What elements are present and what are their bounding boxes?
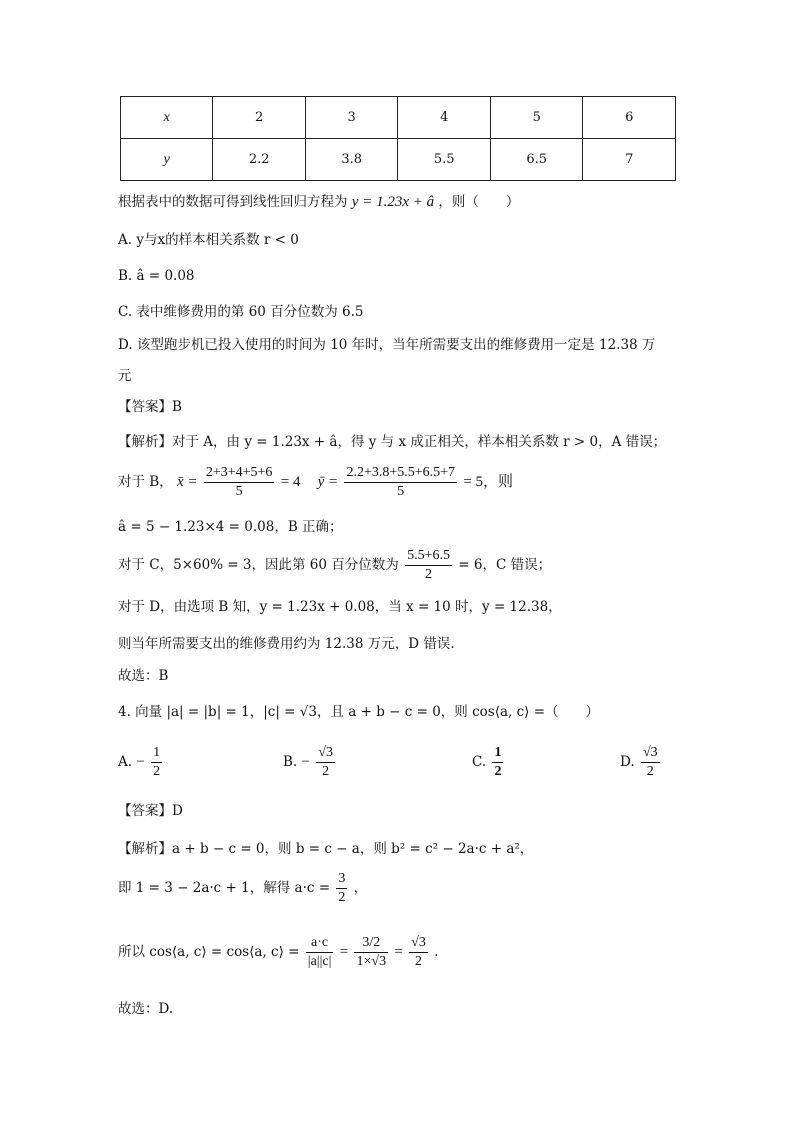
q4-option-b-label: B. bbox=[283, 754, 298, 770]
numerator: 3/2 bbox=[354, 934, 388, 953]
q4-option-a-fraction bbox=[151, 744, 162, 781]
q4-analysis-2-suffix: ， bbox=[353, 880, 368, 896]
ybar-denominator: 5 bbox=[397, 484, 405, 499]
q3-analysis-d-cont: 则当年所需要支出的维修费用约为 12.38 万元，D 错误. bbox=[118, 636, 455, 652]
table-cell: 6 bbox=[583, 97, 676, 139]
q4-option-b-fraction bbox=[316, 744, 335, 781]
table-cell: 2.2 bbox=[213, 139, 306, 181]
table-cell: 5.5 bbox=[398, 139, 491, 181]
percentile-fraction bbox=[405, 547, 452, 584]
percentile-denominator: 2 bbox=[425, 567, 433, 582]
q3-option-a: A. y与x的样本相关系数 r < 0 bbox=[118, 232, 299, 248]
q3-answer: 【答案】B bbox=[118, 399, 182, 415]
q4-option-d-label: D. bbox=[620, 754, 635, 770]
q4-stem: 4. 向量 |a| = |b| = 1，|c| = √3，且 a + b − c = 0，则 cos⟨a, c⟩ =（ ） bbox=[118, 704, 600, 720]
q4-analysis-3-prefix: 所以 cos⟨a, c⟩ = cos⟨a, c⟩ = bbox=[118, 944, 300, 960]
denominator: 2 bbox=[494, 764, 502, 779]
q4-analysis-1: 【解析】a + b − c = 0，则 b = c − a，则 b² = c² − 2a·c + a²， bbox=[118, 841, 534, 857]
q4-analysis-3 bbox=[118, 928, 438, 976]
cos-fraction bbox=[306, 934, 334, 971]
table-cell: 3.8 bbox=[305, 139, 398, 181]
numerator: √3 bbox=[409, 934, 428, 953]
q3-analysis-b bbox=[118, 462, 513, 502]
q4-option-c-label: C. bbox=[472, 754, 487, 770]
table-row bbox=[121, 97, 676, 139]
q4-option-a-sign: − bbox=[136, 754, 145, 770]
numerator: a·c bbox=[306, 934, 334, 953]
numerator: 3 bbox=[336, 870, 347, 889]
q4-conclusion: 故选：D. bbox=[118, 1001, 174, 1017]
numerator: √3 bbox=[316, 744, 335, 763]
table-cell: 4 bbox=[398, 97, 491, 139]
q4-option-b bbox=[283, 744, 337, 781]
q3-analysis-b-cont: â = 5 − 1.23×4 = 0.08，B 正确； bbox=[118, 519, 343, 535]
q4-option-b-sign: − bbox=[301, 754, 310, 770]
ac-fraction bbox=[336, 870, 347, 907]
table-cell: 2 bbox=[213, 97, 306, 139]
q4-option-a-label: A. bbox=[118, 754, 133, 770]
q3-option-c: C. 表中维修费用的第 60 百分位数为 6.5 bbox=[118, 304, 364, 320]
q4-option-d bbox=[620, 744, 662, 781]
q4-option-c-fraction bbox=[492, 744, 503, 781]
q3-analysis-c-suffix: = 6，C 错误； bbox=[458, 557, 552, 573]
table-cell: 5 bbox=[490, 97, 583, 139]
q3-analysis-c-prefix: 对于 C，5×60% = 3，因此第 60 百分位数为 bbox=[118, 557, 399, 573]
table-cell: x bbox=[121, 97, 213, 139]
ybar-numerator: 2.2+3.8+5.5+6.5+7 bbox=[344, 464, 457, 483]
denominator: 1×√3 bbox=[356, 954, 387, 969]
ybar-fraction bbox=[344, 464, 457, 501]
denominator: 2 bbox=[322, 764, 330, 779]
cos-fraction-2 bbox=[354, 934, 388, 971]
q4-option-c bbox=[472, 744, 505, 781]
q3-conclusion: 故选：B bbox=[118, 668, 169, 684]
q3-analysis-b-prefix: 对于 B， bbox=[118, 474, 173, 490]
xbar-numerator: 2+3+4+5+6 bbox=[204, 464, 275, 483]
denominator: |a||c| bbox=[307, 954, 332, 969]
q3-stem bbox=[118, 192, 519, 212]
q3-analysis-d: 对于 D，由选项 B 知，y = 1.23x + 0.08，当 x = 10 时，y = 12.38， bbox=[118, 599, 562, 615]
q3-analysis-a: 【解析】对于 A，由 y = 1.23x + â，得 y 与 x 成正相关，样本相关系数 r > 0，A 错误； bbox=[118, 434, 667, 450]
denominator: 2 bbox=[338, 890, 346, 905]
denominator: 2 bbox=[153, 764, 161, 779]
xbar-result: = 4 bbox=[280, 474, 301, 490]
q3-option-b: B. â = 0.08 bbox=[118, 268, 195, 284]
q3-stem-text: 根据表中的数据可得到线性回归方程为 bbox=[118, 194, 348, 210]
q3-equation: y = 1.23x + â bbox=[351, 194, 435, 210]
numerator: 1 bbox=[492, 744, 503, 763]
q3-option-d-cont: 元 bbox=[118, 368, 132, 384]
q4-answer: 【答案】D bbox=[118, 803, 183, 819]
equals: = bbox=[339, 944, 349, 960]
ybar-result: = 5，则 bbox=[463, 474, 514, 490]
q4-option-d-fraction bbox=[641, 744, 660, 781]
table-row bbox=[121, 139, 676, 181]
xbar-denominator: 5 bbox=[235, 484, 243, 499]
denominator: 2 bbox=[414, 954, 422, 969]
cos-fraction-3 bbox=[409, 934, 428, 971]
denominator: 2 bbox=[646, 764, 654, 779]
q3-option-d: D. 该型跑步机已投入使用的时间为 10 年时，当年所需要支出的维修费用一定是 12.38 万 bbox=[118, 337, 656, 353]
equals: = bbox=[394, 944, 403, 960]
percentile-numerator: 5.5+6.5 bbox=[405, 547, 452, 566]
table-cell: 6.5 bbox=[490, 139, 583, 181]
numerator: 1 bbox=[151, 744, 162, 763]
table-cell: 3 bbox=[305, 97, 398, 139]
q4-analysis-2-prefix: 即 1 = 3 − 2a·c + 1，解得 a·c = bbox=[118, 880, 331, 896]
q3-analysis-c bbox=[118, 545, 551, 585]
xbar-fraction bbox=[204, 464, 275, 501]
q4-analysis-3-suffix: . bbox=[434, 944, 439, 960]
data-table bbox=[120, 96, 676, 181]
table-cell: 7 bbox=[583, 139, 676, 181]
ybar-label: ȳ = bbox=[317, 474, 339, 490]
q4-analysis-2 bbox=[118, 868, 367, 908]
numerator: √3 bbox=[641, 744, 660, 763]
xbar-label: x̄ = bbox=[177, 474, 198, 490]
q3-stem-end: ，则（ ） bbox=[438, 194, 520, 210]
q4-option-a bbox=[118, 744, 164, 781]
table-cell: y bbox=[121, 139, 213, 181]
